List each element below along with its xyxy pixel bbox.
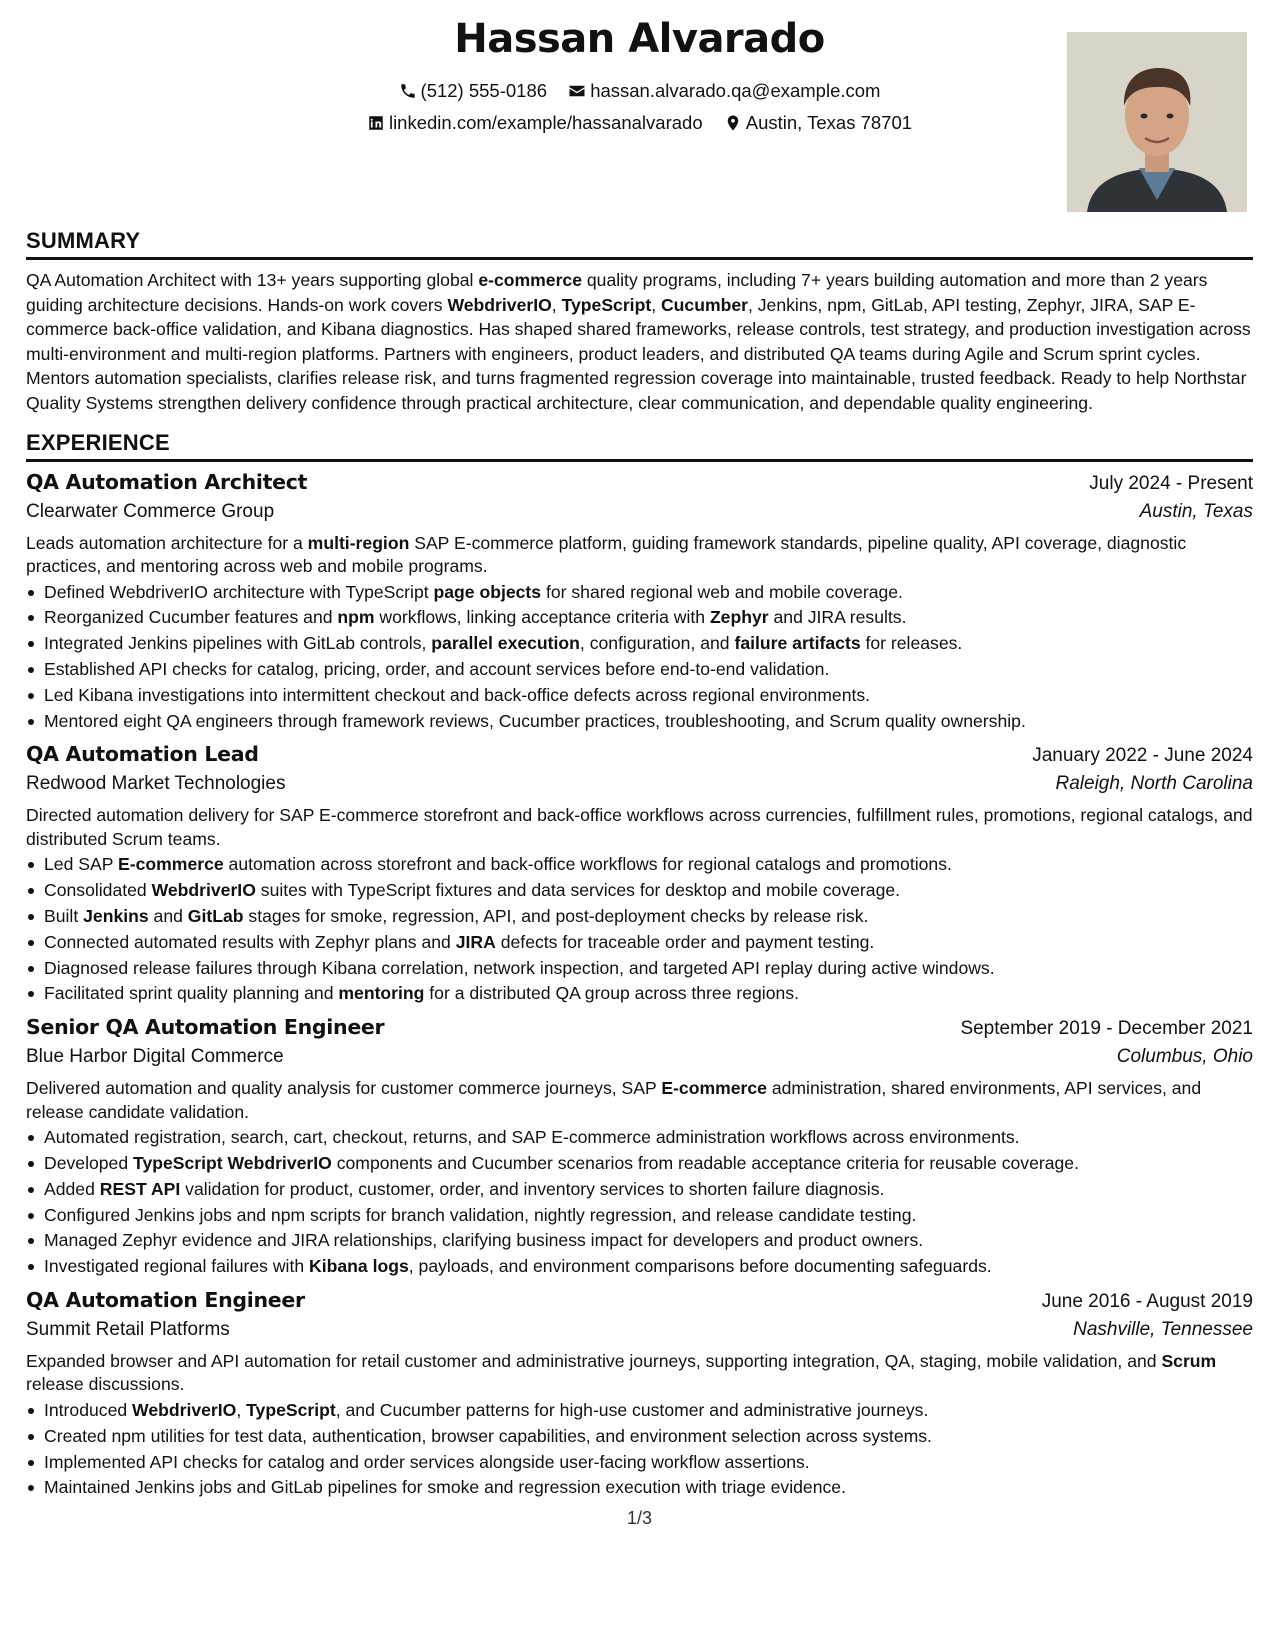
- phone-text: (512) 555-0186: [420, 80, 548, 101]
- bullet-item: Developed TypeScript WebdriverIO components and Cucumber scenarios from readable acceptance criteria for reusable coverage.: [44, 1151, 1253, 1177]
- bullet-item: Investigated regional failures with Kibana logs, payloads, and environment comparisons before documenting safeguards.: [44, 1254, 1253, 1280]
- email-text[interactable]: hassan.alvarado.qa@example.com: [590, 80, 881, 101]
- job-subheader: [26, 501, 1253, 523]
- job-header: [26, 470, 1253, 495]
- job-location: Austin, Texas: [1139, 500, 1253, 522]
- job-subheader: [26, 773, 1253, 795]
- job-dates: September 2019 - December 2021: [960, 1018, 1253, 1040]
- experience-list: [26, 470, 1253, 1502]
- job-subheader: [26, 1046, 1253, 1068]
- resume-header: [26, 0, 1253, 214]
- contact-location: [724, 112, 912, 134]
- job-location: Nashville, Tennessee: [1073, 1318, 1253, 1340]
- envelope-icon: [568, 82, 586, 100]
- bullet-item: Led SAP E-commerce automation across storefront and back-office workflows for regional catalogs and promotions.: [44, 852, 1253, 878]
- contact-email[interactable]: [568, 80, 880, 102]
- summary-text: QA Automation Architect with 13+ years supporting global e-commerce quality programs, including 7+ years building automation and more than 2 years guiding architecture decisions. Hands-on work covers WebdriverIO, TypeScript, Cucumber, Jenkins, npm, GitLab, API testing, Zephyr, JIRA, SAP E-commerce back-office validation, and Kibana diagnostics. Has shaped shared frameworks, release controls, test strategy, and production investigation across multi-environment and multi-region platforms. Partners with engineers, product leaders, and distributed QA teams during Agile and Scrum sprint cycles. Mentors automation specialists, clarifies release risk, and turns fragmented regression coverage into maintainable, trusted feedback. Ready to help Northstar Quality Systems strengthen delivery confidence through practical architecture, clear communication, and dependable quality engineering.: [26, 270, 1251, 413]
- bullet-item: Facilitated sprint quality planning and mentoring for a distributed QA group across three regions.: [44, 981, 1253, 1007]
- bullet-item: Maintained Jenkins jobs and GitLab pipelines for smoke and regression execution with triage evidence.: [44, 1475, 1253, 1501]
- job-location: Raleigh, North Carolina: [1055, 773, 1253, 795]
- job-header: [26, 1288, 1253, 1313]
- bullet-item: Defined WebdriverIO architecture with TypeScript page objects for shared regional web and mobile coverage.: [44, 580, 1253, 606]
- bullet-item: Built Jenkins and GitLab stages for smoke, regression, API, and post-deployment checks by release risk.: [44, 904, 1253, 930]
- linkedin-icon: [367, 114, 385, 132]
- job-company: Redwood Market Technologies: [26, 773, 286, 795]
- bullet-item: Connected automated results with Zephyr plans and JIRA defects for traceable order and payment testing.: [44, 930, 1253, 956]
- bullet-item: Created npm utilities for test data, authentication, browser capabilities, and environment selection across systems.: [44, 1424, 1253, 1450]
- portrait-image: [1067, 32, 1247, 212]
- job-title: QA Automation Architect: [26, 469, 308, 494]
- bullet-item: Reorganized Cucumber features and npm workflows, linking acceptance criteria with Zephyr and JIRA results.: [44, 605, 1253, 631]
- job-header: [26, 1015, 1253, 1040]
- job-title: QA Automation Lead: [26, 742, 259, 767]
- job-bullets: [26, 1125, 1253, 1280]
- bullet-item: Diagnosed release failures through Kibana correlation, network inspection, and targeted API replay during active windows.: [44, 956, 1253, 982]
- job-description: Delivered automation and quality analysis for customer commerce journeys, SAP E-commerce administration, shared environments, API services, and release candidate validation.: [26, 1078, 1202, 1122]
- experience-heading: EXPERIENCE: [26, 430, 1253, 462]
- candidate-name: Hassan Alvarado: [454, 16, 825, 62]
- bullet-item: Mentored eight QA engineers through framework reviews, Cucumber practices, troubleshooting, and Scrum quality ownership.: [44, 709, 1253, 735]
- resume-page: [26, 0, 1253, 1650]
- job-company: Blue Harbor Digital Commerce: [26, 1046, 284, 1068]
- bullet-item: Automated registration, search, cart, checkout, returns, and SAP E-commerce administration workflows across environments.: [44, 1125, 1253, 1151]
- location-text: Austin, Texas 78701: [745, 112, 913, 133]
- job-dates: June 2016 - August 2019: [1041, 1290, 1253, 1312]
- bullet-item: Added REST API validation for product, customer, order, and inventory services to shorten failure diagnosis.: [44, 1177, 1253, 1203]
- job-company: Clearwater Commerce Group: [26, 500, 275, 522]
- job-bullets: [26, 852, 1253, 1007]
- job-company: Summit Retail Platforms: [26, 1318, 230, 1340]
- job-description: Expanded browser and API automation for retail customer and administrative journeys, supporting integration, QA, staging, mobile validation, and Scrum release discussions.: [26, 1350, 1217, 1395]
- contact-phone: [399, 80, 548, 102]
- job-dates: January 2022 - June 2024: [1032, 745, 1253, 767]
- bullet-item: Introduced WebdriverIO, TypeScript, and Cucumber patterns for high-use customer and administrative journeys.: [44, 1398, 1253, 1424]
- job-description: Leads automation architecture for a multi-region SAP E-commerce platform, guiding framework standards, pipeline quality, API coverage, diagnostic practices, and mentoring across web and mobile programs.: [26, 532, 1187, 577]
- phone-icon: [399, 82, 417, 100]
- job-description: Directed automation delivery for SAP E-commerce storefront and back-office workflows across currencies, fulfillment rules, promotions, regional catalogs, and distributed Scrum teams.: [26, 805, 1253, 849]
- job-bullets: [26, 1398, 1253, 1501]
- linkedin-text[interactable]: linkedin.com/example/hassanalvarado: [388, 112, 703, 133]
- job-entry: [26, 470, 1253, 735]
- bullet-item: Established API checks for catalog, pricing, order, and account services before end-to-end validation.: [44, 657, 1253, 683]
- bullet-item: Managed Zephyr evidence and JIRA relationships, clarifying business impact for developers and product owners.: [44, 1228, 1253, 1254]
- bullet-item: Configured Jenkins jobs and npm scripts for branch validation, nightly regression, and release candidate testing.: [44, 1203, 1253, 1229]
- bullet-item: Consolidated WebdriverIO suites with TypeScript fixtures and data services for desktop and mobile coverage.: [44, 878, 1253, 904]
- map-pin-icon: [724, 114, 742, 132]
- job-entry: [26, 1015, 1253, 1280]
- job-dates: July 2024 - Present: [1089, 472, 1253, 494]
- job-subheader: [26, 1319, 1253, 1341]
- job-title: Senior QA Automation Engineer: [26, 1015, 385, 1040]
- page-number: 1/3: [626, 1508, 653, 1528]
- bullet-item: Integrated Jenkins pipelines with GitLab controls, parallel execution, configuration, and failure artifacts for releases.: [44, 631, 1253, 657]
- job-title: QA Automation Engineer: [26, 1287, 305, 1312]
- contact-linkedin[interactable]: [367, 112, 703, 134]
- job-header: [26, 742, 1253, 767]
- profile-photo: [1067, 32, 1247, 212]
- job-location: Columbus, Ohio: [1116, 1046, 1253, 1068]
- job-entry: [26, 742, 1253, 1007]
- bullet-item: Led Kibana investigations into intermittent checkout and back-office defects across regional environments.: [44, 683, 1253, 709]
- job-bullets: [26, 580, 1253, 735]
- summary-heading: SUMMARY: [26, 228, 1253, 260]
- bullet-item: Implemented API checks for catalog and order services alongside user-facing workflow assertions.: [44, 1450, 1253, 1476]
- job-entry: [26, 1288, 1253, 1501]
